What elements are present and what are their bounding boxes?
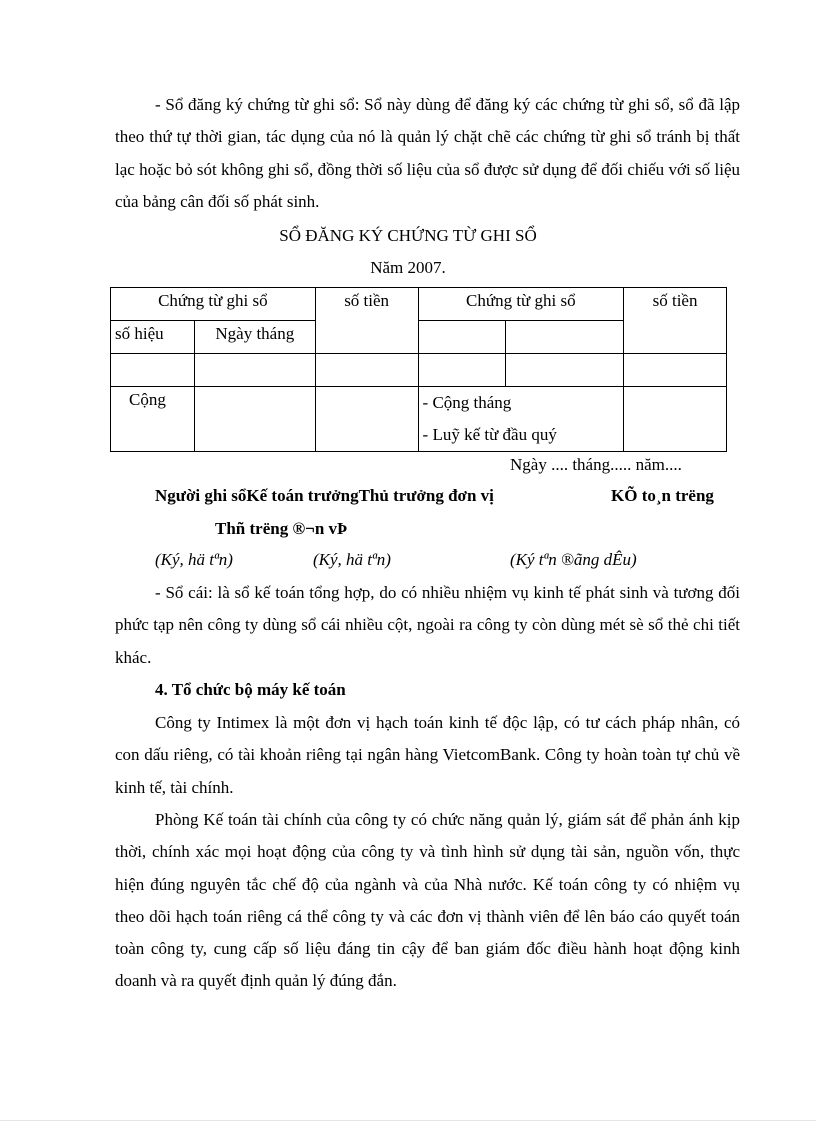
signature-title-second-line: Thñ trëng ®¬n vÞ (215, 519, 348, 538)
register-title: SỔ ĐĂNG KÝ CHỨNG TỪ GHI SỔ (279, 226, 537, 245)
paragraph-accounting-department: Phòng Kế toán tài chính của công ty có chức năng quản lý, giám sát để phản ánh kịp thời, chính xác mọi hoạt động của công ty và tình hình sử dụng tài sản, nguồn vốn, thực hiện đúng nguyên tắc chế độ của ngành và của Nhà nước. Kế toán công ty có nhiệm vụ theo dõi hạch toán riêng cá thể công ty và các đơn vị thành viên để lên báo cáo quyết toán toàn công ty, cung cấp số liệu đáng tin cậy để ban giám đốc điều hành hoạt động kinh doanh và ra quyết định quản lý đúng đắn. (115, 810, 740, 991)
signature-note-1: (Ký, hä tªn) (155, 550, 233, 569)
table-cell (194, 354, 315, 387)
header-amount-2: số tiền (624, 288, 727, 354)
total-label: Cộng (111, 387, 195, 452)
totals-cell (418, 387, 624, 452)
header-date: Ngày tháng (194, 321, 315, 354)
register-table (110, 287, 727, 452)
table-cell (418, 354, 506, 387)
header-voucher-group-1: Chứng từ ghi sổ (111, 288, 316, 321)
table-cell (624, 387, 727, 452)
section-heading: 4. Tổ chức bộ máy kế toán (155, 680, 346, 699)
signature-titles: Người ghi sổKế toán trưởngThủ trưởng đơn vị (155, 486, 494, 505)
paragraph-register-description: - Sổ đăng ký chứng từ ghi sổ: Sổ này dùng để đăng ký các chứng từ ghi sổ, sổ đã lập theo thứ tự thời gian, tác dụng của nó là quản lý chặt chẽ các chứng từ ghi sổ tránh bị thất lạc hoặc bỏ sót không ghi sổ, đồng thời số liệu của sổ được sử dụng để đối chiếu với số liệu của bảng cân đối số phát sinh. (115, 95, 740, 211)
signature-note-3: (Ký tªn ®ãng dÊu) (510, 550, 637, 569)
table-cell (315, 387, 418, 452)
table-row (111, 387, 727, 452)
table-cell (194, 387, 315, 452)
cumulative-label: - Luỹ kế từ đầu quý (422, 425, 557, 444)
table-cell (624, 354, 727, 387)
page-edge (0, 1120, 816, 1121)
header-voucher-group-2: Chứng từ ghi sổ (418, 288, 624, 321)
table-cell (315, 354, 418, 387)
table-cell (111, 354, 195, 387)
signature-title-right: KÕ to¸n trëng (611, 486, 714, 505)
table-row (111, 354, 727, 387)
date-line: Ngày .... tháng..... năm.... (510, 455, 682, 474)
month-total-label: - Cộng tháng (422, 393, 512, 412)
signature-note-2: (Ký, hä tªn) (313, 550, 391, 569)
paragraph-ledger: - Sổ cái: là sổ kế toán tổng hợp, do có nhiều nhiệm vụ kinh tế phát sinh và tương đối phức tạp nên công ty dùng sổ cái nhiều cột, ngoài ra công ty còn dùng mét sè sổ thẻ chi tiết khác. (115, 583, 740, 667)
table-cell (506, 321, 624, 354)
table-cell (506, 354, 624, 387)
register-year: Năm 2007. (370, 258, 446, 277)
header-number: số hiệu (111, 321, 195, 354)
table-cell (418, 321, 506, 354)
table-row (111, 288, 727, 321)
header-amount-1: số tiền (315, 288, 418, 354)
paragraph-company: Công ty Intimex là một đơn vị hạch toán kinh tế độc lập, có tư cách pháp nhân, có con dấu riêng, có tài khoản riêng tại ngân hàng VietcomBank. Công ty hoàn toàn tự chủ về kinh tế, tài chính. (115, 713, 740, 797)
